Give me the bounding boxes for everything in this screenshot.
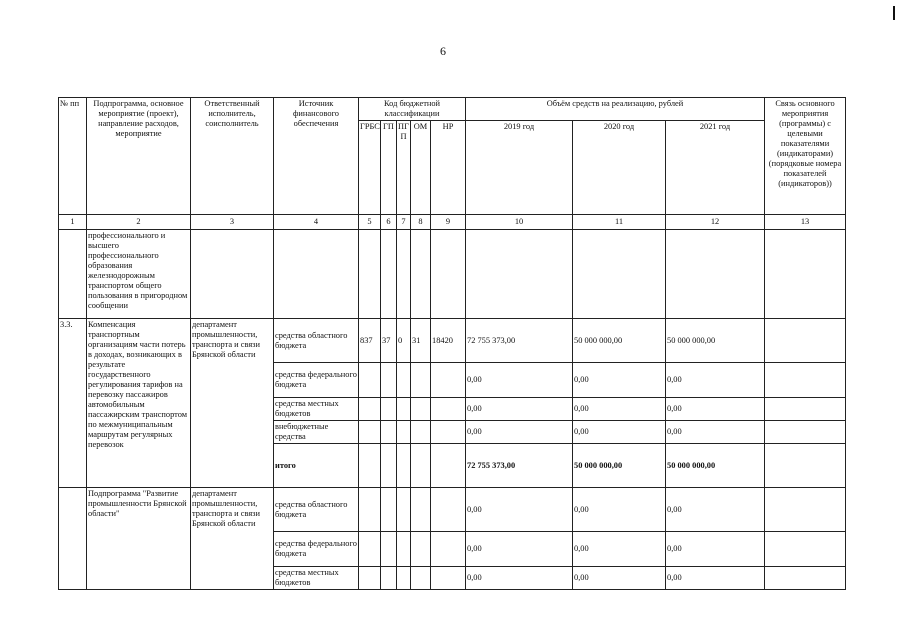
total-2020: 50 000 000,00	[573, 444, 666, 488]
header-grbs: ГРБС	[359, 121, 381, 215]
amount-2021: 0,00	[666, 363, 765, 398]
column-number: 12	[666, 215, 765, 230]
header-program: Подпрограмма, основное мероприятие (проект), направление расходов, мероприятие	[87, 98, 191, 215]
table-row	[59, 319, 846, 363]
source-cell: средства местных бюджетов	[274, 398, 359, 421]
amount-2019: 0,00	[466, 363, 573, 398]
amount-2019: 72 755 373,00	[466, 319, 573, 363]
amount-2020: 0,00	[573, 567, 666, 590]
column-number-row	[59, 215, 846, 230]
header-link: Связь основного мероприятия (программы) с целевыми показателями (индикаторами) (порядковые номера показателей (индикаторов))	[765, 98, 846, 215]
column-number: 13	[765, 215, 846, 230]
header-pgp: ПГ П	[397, 121, 411, 215]
continued-text: профессионального и высшего профессионального образования железнодорожным транспортом общего пользования в пригородном сообщении	[87, 230, 191, 319]
nr-cell: 18420	[431, 319, 466, 363]
amount-2021: 0,00	[666, 398, 765, 421]
amount-2019: 0,00	[466, 398, 573, 421]
amount-2020: 0,00	[573, 532, 666, 567]
header-source: Источник финансового обеспечения	[274, 98, 359, 215]
amount-2020: 0,00	[573, 488, 666, 532]
amount-2019: 0,00	[466, 567, 573, 590]
budget-table	[58, 97, 846, 590]
header-2019: 2019 год	[466, 121, 573, 215]
source-cell: внебюджетные средства	[274, 421, 359, 444]
amount-2020: 50 000 000,00	[573, 319, 666, 363]
subprogram-executor: департамент промышленности, транспорта и связи Брянской области	[191, 488, 274, 590]
amount-2020: 0,00	[573, 421, 666, 444]
total-label: итого	[274, 444, 359, 488]
header-budget-code: Код бюджетной классификации	[359, 98, 466, 121]
om-cell: 31	[411, 319, 431, 363]
header-executor: Ответственный исполнитель, соисполнитель	[191, 98, 274, 215]
column-number: 8	[411, 215, 431, 230]
column-number: 2	[87, 215, 191, 230]
column-number: 9	[431, 215, 466, 230]
amount-2020: 0,00	[573, 363, 666, 398]
total-2019: 72 755 373,00	[466, 444, 573, 488]
item-number: 3.3.	[59, 319, 87, 488]
header-nr: НР	[431, 121, 466, 215]
header-gp: ГП	[381, 121, 397, 215]
header-om: ОМ	[411, 121, 431, 215]
subprogram-text: Подпрограмма "Развитие промышленности Брянской области"	[87, 488, 191, 590]
header-row-1	[59, 98, 846, 121]
column-number: 5	[359, 215, 381, 230]
column-number: 3	[191, 215, 274, 230]
continued-row	[59, 230, 846, 319]
column-number: 4	[274, 215, 359, 230]
item-executor: департамент промышленности, транспорта и связи Брянской области	[191, 319, 274, 488]
header-amount: Объём средств на реализацию, рублей	[466, 98, 765, 121]
header-2020: 2020 год	[573, 121, 666, 215]
amount-2020: 0,00	[573, 398, 666, 421]
source-cell: средства областного бюджета	[274, 488, 359, 532]
grbs-cell: 837	[359, 319, 381, 363]
total-2021: 50 000 000,00	[666, 444, 765, 488]
amount-2021: 0,00	[666, 532, 765, 567]
page-edge-mark	[893, 6, 895, 20]
amount-2019: 0,00	[466, 488, 573, 532]
header-num: № пп	[59, 98, 87, 215]
pgp-cell: 0	[397, 319, 411, 363]
gp-cell: 37	[381, 319, 397, 363]
column-number: 11	[573, 215, 666, 230]
amount-2021: 0,00	[666, 421, 765, 444]
source-cell: средства федерального бюджета	[274, 532, 359, 567]
source-cell: средства областного бюджета	[274, 319, 359, 363]
amount-2019: 0,00	[466, 532, 573, 567]
amount-2021: 0,00	[666, 488, 765, 532]
column-number: 10	[466, 215, 573, 230]
source-cell: средства местных бюджетов	[274, 567, 359, 590]
amount-2021: 0,00	[666, 567, 765, 590]
source-cell: средства федерального бюджета	[274, 363, 359, 398]
amount-2021: 50 000 000,00	[666, 319, 765, 363]
table-row	[59, 488, 846, 532]
column-number: 7	[397, 215, 411, 230]
amount-2019: 0,00	[466, 421, 573, 444]
page-number: 6	[440, 44, 446, 58]
column-number: 6	[381, 215, 397, 230]
header-2021: 2021 год	[666, 121, 765, 215]
item-text: Компенсация транспортным организациям части потерь в доходах, возникающих в результате государственного регулирования тарифов на перевозку пассажиров автомобильным пассажирским транспортом по межмуниципальным маршрутам регулярных перевозок	[87, 319, 191, 488]
column-number: 1	[59, 215, 87, 230]
